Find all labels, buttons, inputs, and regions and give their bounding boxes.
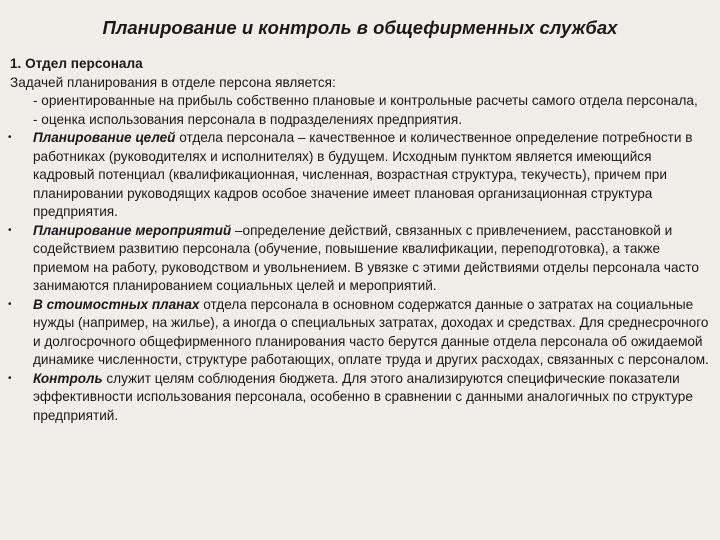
slide-content — [10, 55, 710, 425]
bullet-text: служит целям соблюдения бюджета. Для этого анализируются специфические показатели эффективности использования персонала, особенно в сравнении с данными аналогичных по структуре предприятий. — [33, 370, 693, 423]
bullet-marker: • — [8, 298, 12, 310]
slide-title: Планирование и контроль в общефирменных службах — [102, 17, 618, 38]
task-item: - ориентированные на прибыль собственно плановые и контрольные расчеты самого отдела персонала, — [33, 93, 698, 108]
bullet-item-measures — [10, 222, 710, 296]
bullet-text: отдела персонала в основном содержатся данные о затратах на социальные нужды (например, на жилье), а иногда о специальных затратах, доходах и средствах. Для среднесрочного и долгосрочного общефирменного планирования часто берутся данные отдела персонала об ожидаемой динамике численности, структуре работающих, оплате труда и других расходах, связанных с персоналом. — [33, 296, 709, 367]
bullet-term: В стоимостных планах — [33, 296, 200, 312]
bullet-item-goals — [10, 129, 710, 222]
bullet-marker: • — [8, 224, 12, 236]
bullet-item-control — [10, 370, 710, 426]
bullet-text: отдела персонала – качественное и количественное определение потребности в работниках (руководителях и исполнителях) в будущем. Исходным пунктом является имеющийся кадровый потенциал (квалификационная, численная, возрастная структура, текучесть), причем при планировании руководящих кадров особое значение имеет плановая организационная структура предприятия. — [33, 130, 693, 219]
bullet-term: Планирование мероприятий — [33, 222, 232, 238]
bullet-term: Контроль — [33, 370, 103, 386]
bullet-marker: • — [8, 132, 12, 143]
intro-text: Задачей планирования в отделе персона является: — [10, 74, 336, 90]
task-item: - оценка использования персонала в подразделениях предприятия. — [33, 111, 462, 127]
bullet-marker: • — [8, 372, 12, 384]
bullet-text: –определение действий, связанных с привлечением, расстановкой и содействием развитию персонала (обучение, повышение квалификации, переподготовка), а также приемом на работу, руководством и увольнением. В увязке с этими действиями отделы персонала часто занимаются планированием социальных целей и мероприятий. — [33, 222, 699, 293]
section-heading: 1. Отдел персонала — [10, 56, 143, 71]
bullet-term: Планирование целей — [33, 130, 176, 145]
bullet-item-cost-plans — [10, 296, 710, 370]
